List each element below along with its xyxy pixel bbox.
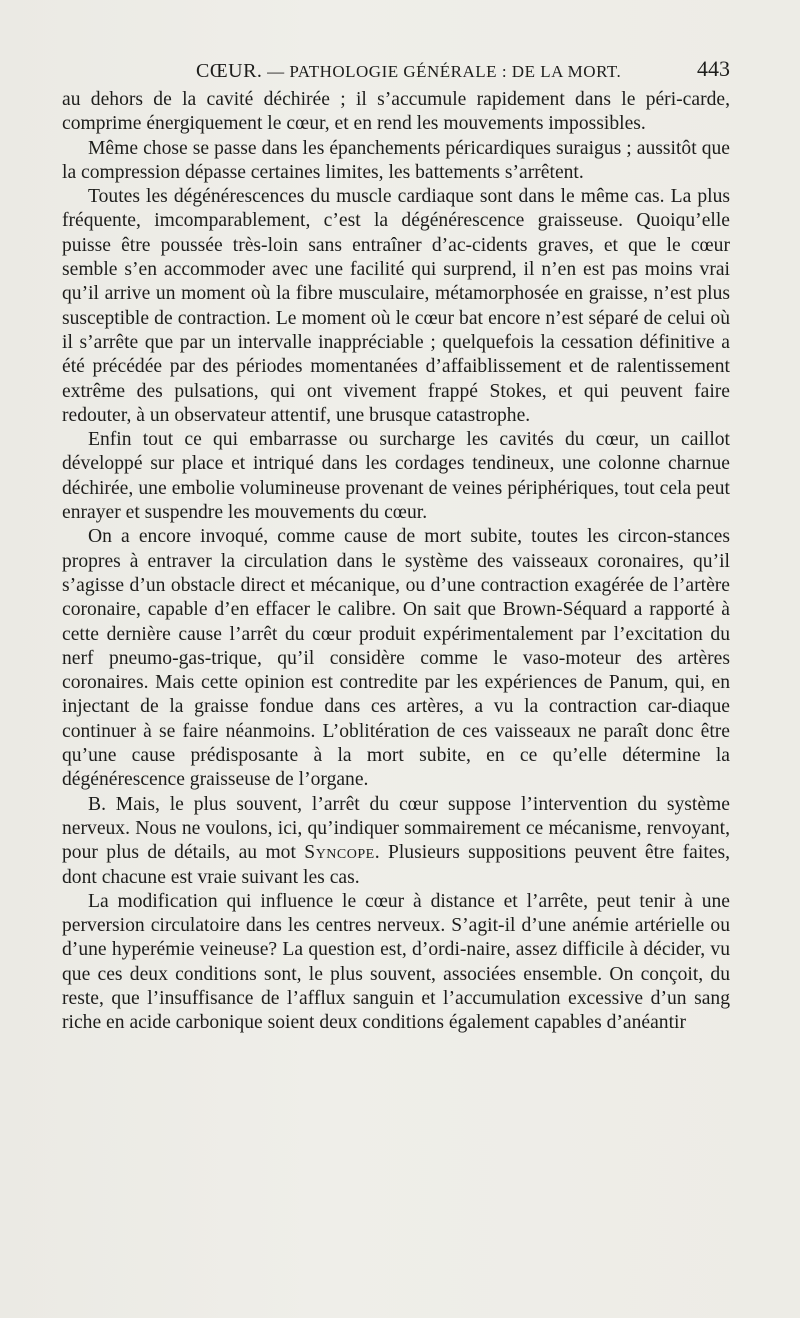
- paragraph-6-text-after: . Plusieurs suppositions peuvent être faites, dont chacune est vraie suivant les cas.: [62, 842, 730, 888]
- paragraph-7: La modification qui influence le cœur à distance et l’arrête, peut tenir à une perversion circulatoire dans les centres nerveux. S’agit-il d’une anémie artérielle ou d’une hyperémie veineuse? La question est, d’ordi-naire, assez difficile à décider, vu que ces deux conditions sont, le plus souvent, associées ensemble. On conçoit, du reste, que l’insuffisance de l’afflux sanguin et l’accumulation excessive d’un sang riche en acide carbonique soient deux conditions également capables d’anéantir: [62, 890, 730, 1034]
- paragraph-4: Enfin tout ce qui embarrasse ou surcharge les cavités du cœur, un caillot développé sur place et intriqué dans les cordages tendineux, une colonne charnue déchirée, une embolie volumineuse provenant de veines périphériques, tout cela peut enrayer et suspendre les mouvements du cœur.: [62, 429, 730, 524]
- paragraph-6-text-before: B. Mais, le plus souvent, l’arrêt du cœur suppose l’intervention du système nerveux. Nous ne voulons, ici, qu’indiquer sommairement ce mécanisme, renvoyant, pour plus de détails, au mot: [62, 793, 730, 864]
- body-text: [62, 88, 730, 1036]
- paragraph-6: [62, 793, 730, 890]
- header-title-subtitle: — PATHOLOGIE GÉNÉRALE : DE LA MORT.: [267, 62, 622, 81]
- page-number: 443: [697, 56, 730, 81]
- paragraph-5: On a encore invoqué, comme cause de mort subite, toutes les circon-stances propres à entraver la circulation dans le système des vaisseaux coronaires, qu’il s’agisse d’un obstacle direct et mécanique, ou d’une contraction exagérée de l’artère coronaire, capable d’en effacer le calibre. On sait que Brown-Séquard a rapporté à cette dernière cause l’arrêt du cœur produit expérimentalement par l’excitation du nerf pneumo-gas-trique, qu’il considère comme le vaso-moteur des artères coronaires. Mais cette opinion est contredite par les expériences de Panum, qui, en injectant de la graisse fondue dans ces artères, a vu la contraction car-diaque continuer à se faire néanmoins. L’oblitération de ces vaisseaux ne paraît donc être qu’une cause prédisposante à la mort subite, en ce qu’elle détermine la dégénérescence graisseuse de l’organe.: [62, 526, 730, 791]
- running-header: [62, 56, 730, 86]
- header-title-main: CŒUR.: [196, 60, 263, 82]
- paragraph-2: Même chose se passe dans les épanchements péricardiques suraigus ; aussitôt que la compression dépasse certaines limites, les battements s’arrêtent.: [62, 137, 730, 183]
- paragraph-3: Toutes les dégénérescences du muscle cardiaque sont dans le même cas. La plus fréquente, imcomparablement, c’est la dégénérescence graisseuse. Quoiqu’elle puisse être poussée très-loin sans entraîner d’ac-cidents graves, et que le cœur semble s’en accommoder avec une facilité qui surprend, il n’en est pas moins vrai qu’il arrive un moment où la fibre musculaire, métamorphosée en graisse, n’est plus susceptible de contraction. Le moment où le cœur bat encore n’est séparé de celui où il s’arrête que par un intervalle inappréciable ; quelquefois la cessation définitive a été précédée par des périodes momentanées d’affaiblissement et de ralentissement extrême des pulsations, qui ont vivement frappé Stokes, et qui peuvent faire redouter, à un observateur attentif, une brusque catastrophe.: [62, 186, 730, 426]
- paragraph-1: au dehors de la cavité déchirée ; il s’accumule rapidement dans le péri-carde, comprime énergiquement le cœur, et en rend les mouvements impossibles.: [62, 89, 730, 135]
- syncope-reference: Syncope: [304, 842, 375, 864]
- header-title: [196, 60, 621, 83]
